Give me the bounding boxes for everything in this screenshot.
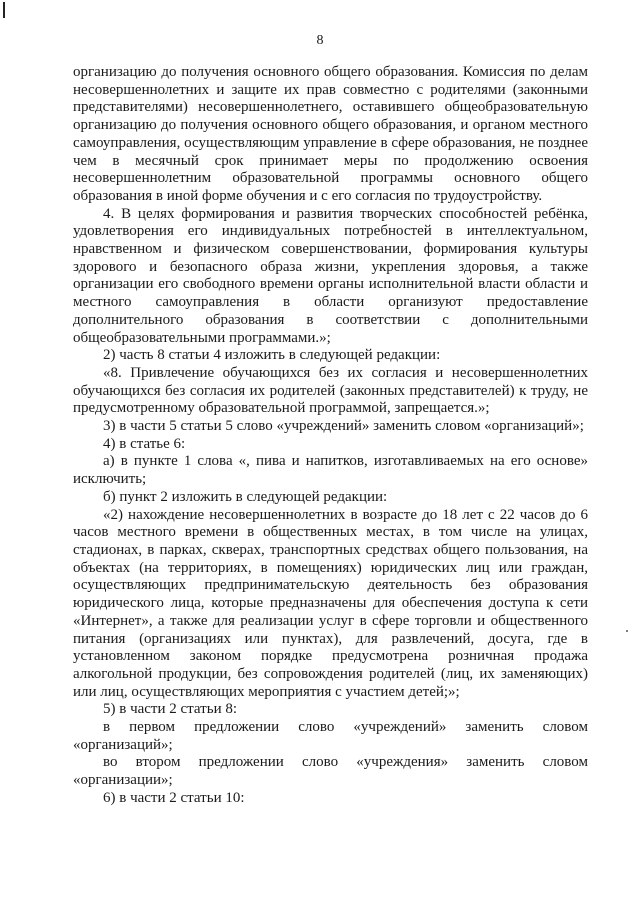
- paragraph-9: «2) нахождение несовершеннолетних в возрасте до 18 лет с 22 часов до 6 часов местного времени в общественных местах, в том числе на улицах, стадионах, в парках, скверах, транспортных средствах общего пользования, на объектах (на территориях, в помещениях) юридических лиц или граждан, осуществляющих предпринимательскую деятельность без образования юридического лица, которые предназначены для обеспечения доступа к сети «Интернет», а также для реализации услуг в сфере торговли и общественного питания (организациях или пунктах), для развлечений, досуга, где в установленном законом порядке предусмотрена розничная продажа алкогольной продукции, без сопровождения родителей (лиц, их заменяющих) или лиц, осуществляющих мероприятия с участием детей;»;: [73, 506, 588, 700]
- scan-speck: [626, 630, 628, 632]
- paragraph-1: организацию до получения основного общего образования. Комиссия по делам несовершеннолетних и защите их прав совместно с родителями (законными представителями) несовершеннолетнего, оставившего общеобразовательную организацию до получения основного общего образования, и органом местного самоуправления, осуществляющим управление в сфере образования, не позднее чем в месячный срок принимает меры по продолжению освоения несовершеннолетним образовательной программы основного общего образования в иной форме обучения и с его согласия по трудоустройству.: [73, 64, 588, 204]
- paragraph-5: 3) в части 5 статьи 5 слово «учреждений» заменить словом «организаций»;: [103, 418, 584, 435]
- page-number: 8: [316, 33, 324, 48]
- paragraph-8: б) пункт 2 изложить в следующей редакции:: [103, 488, 388, 505]
- paragraph-12: во втором предложении слово «учреждения» заменить словом «организации»;: [73, 754, 588, 789]
- scan-edge-mark: [3, 2, 5, 18]
- document-body: [73, 64, 588, 808]
- paragraph-4: «8. Привлечение обучающихся без их согласия и несовершеннолетних обучающихся без согласия их родителей (законных представителей) к труду, не предусмотренному образовательной программой, запрещается.»;: [73, 364, 588, 417]
- paragraph-7: а) в пункте 1 слова «, пива и напитков, изготавливаемых на его основе» исключить;: [73, 453, 588, 488]
- paragraph-3: 2) часть 8 статьи 4 изложить в следующей редакции:: [103, 347, 441, 364]
- paragraph-2: 4. В целях формирования и развития творческих способностей ребёнка, удовлетворения его индивидуальных потребностей в интеллектуальном, нравственном и физическом совершенствовании, формирования культуры здорового и безопасного образа жизни, укрепления здоровья, а также организации его свободного времени органы исполнительной власти области и местного самоуправления в области организуют предоставление дополнительного образования в соответствии с дополнительными общеобразовательными программами.»;: [73, 205, 588, 346]
- paragraph-11: в первом предложении слово «учреждений» заменить словом «организаций»;: [73, 719, 588, 753]
- paragraph-6: 4) в статье 6:: [103, 435, 186, 452]
- paragraph-10: 5) в части 2 статьи 8:: [103, 701, 238, 718]
- paragraph-13: 6) в части 2 статьи 10:: [103, 789, 245, 806]
